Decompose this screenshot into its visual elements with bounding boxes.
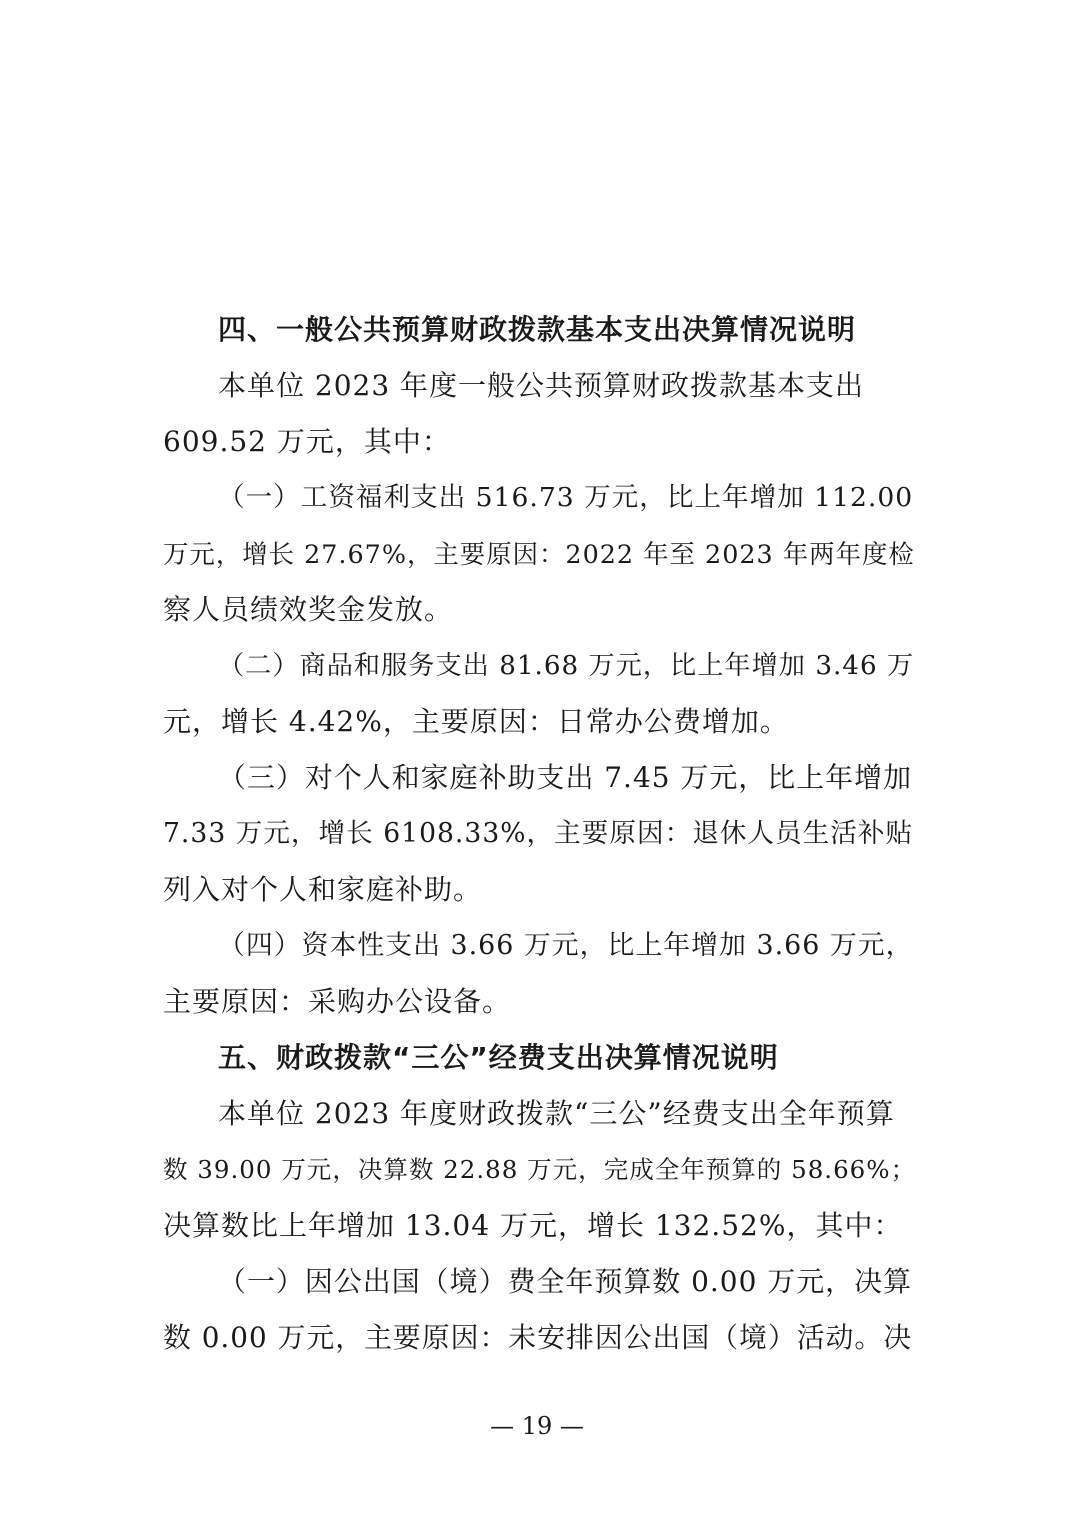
- section-5-item-1-line-2: 数 0.00 万元，主要原因：未安排因公出国（境）活动。决: [163, 1321, 913, 1354]
- section-5-intro-line-1: 本单位 2023 年度财政拨款“三公”经费支出全年预算: [218, 1097, 895, 1130]
- section-4-item-1-line-2: 万元，增长 27.67%，主要原因：2022 年至 2023 年两年度检: [163, 539, 915, 569]
- section-4-item-3-line-3: 列入对个人和家庭补助。: [163, 873, 483, 906]
- section-4-item-1-line-1: （一）工资福利支出 516.73 万元，比上年增加 112.00: [218, 482, 914, 513]
- section-4-item-3-line-1: （三）对个人和家庭补助支出 7.45 万元，比上年增加: [218, 761, 913, 794]
- section-5-item-1-line-1: （一）因公出国（境）费全年预算数 0.00 万元，决算: [218, 1265, 913, 1298]
- section-4-item-2-line-1: （二）商品和服务支出 81.68 万元，比上年增加 3.46 万: [218, 651, 915, 681]
- section-4-item-1-line-3: 察人员绩效奖金发放。: [163, 593, 454, 626]
- section-5-intro-line-2: 数 39.00 万元，决算数 22.88 万元，完成全年预算的 58.66%；: [163, 1155, 917, 1184]
- section-5-intro-line-3: 决算数比上年增加 13.04 万元，增长 132.52%，其中：: [163, 1209, 903, 1242]
- section-4-heading: 四、一般公共预算财政拨款基本支出决算情况说明: [218, 313, 857, 346]
- section-4-item-2-line-2: 元，增长 4.42%，主要原因：日常办公费增加。: [163, 705, 789, 738]
- section-4-item-3-line-2: 7.33 万元，增长 6108.33%，主要原因：退休人员生活补贴: [163, 818, 914, 849]
- page-number: — 19 —: [490, 1412, 584, 1440]
- section-4-item-4-line-1: （四）资本性支出 3.66 万元，比上年增加 3.66 万元，: [218, 930, 914, 961]
- section-4-item-4-line-2: 主要原因：采购办公设备。: [163, 985, 512, 1018]
- section-5-heading: 五、财政拨款“三公”经费支出决算情况说明: [218, 1041, 779, 1074]
- section-4-intro-line-1: 本单位 2023 年度一般公共预算财政拨款基本支出: [218, 369, 865, 402]
- section-4-intro-line-2: 609.52 万元，其中：: [163, 425, 451, 458]
